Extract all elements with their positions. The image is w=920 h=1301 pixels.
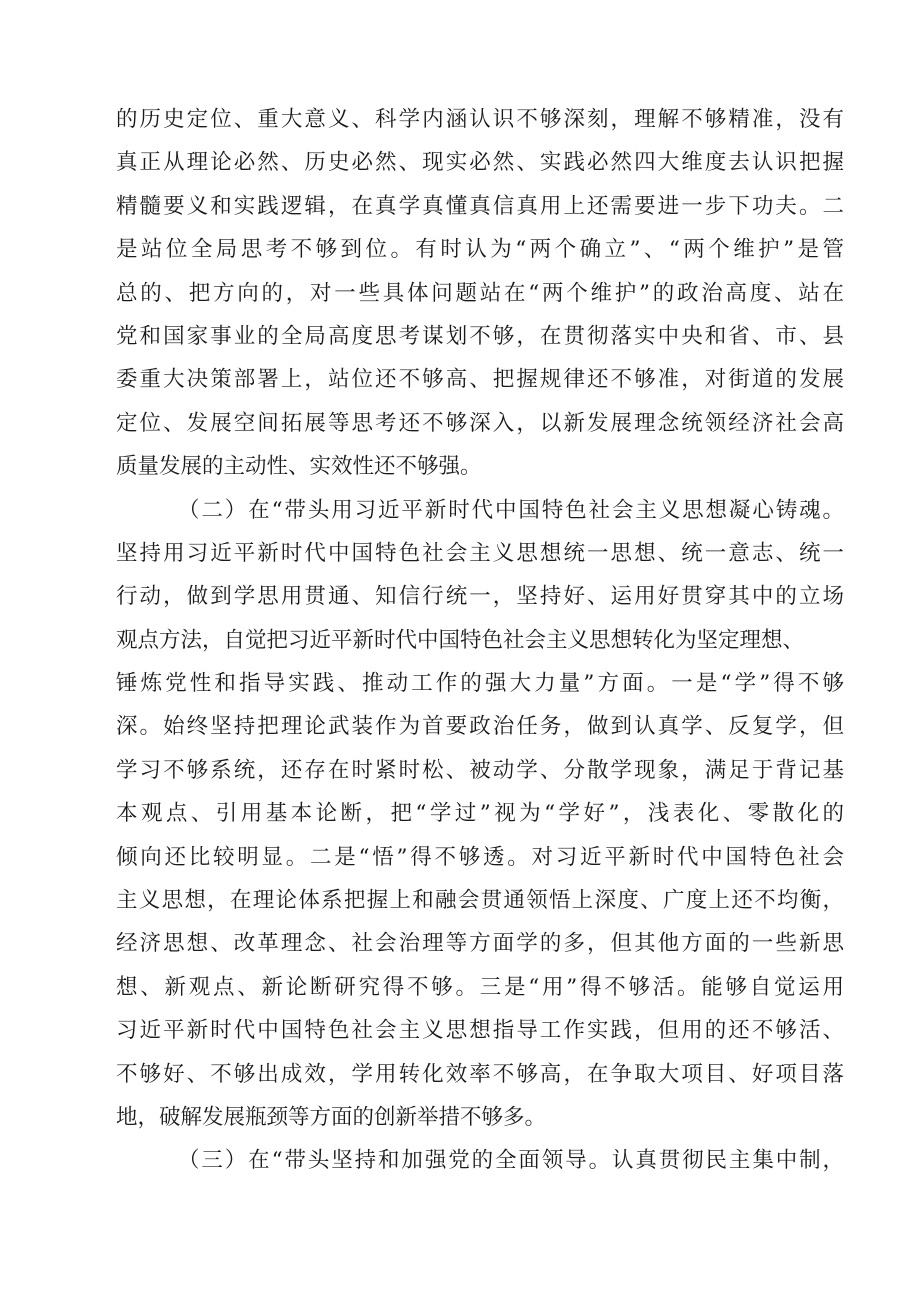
text-line: 倾向还比较明显。二是“悟”得不够透。对习近平新时代中国特色社会 — [116, 844, 844, 870]
text-line: 学习不够系统，还存在时紧时松、被动学、分散学现象，满足于背记基 — [116, 757, 844, 783]
text-line: 定位、发展空间拓展等思考还不够深入，以新发展理念统领经济社会高 — [116, 410, 844, 436]
text-line: 主义思想，在理论体系把握上和融会贯通领悟上深度、广度上还不均衡， — [116, 888, 844, 914]
text-line: 的历史定位、重大意义、科学内涵认识不够深刻，理解不够精准，没有 — [116, 107, 844, 132]
document-body — [116, 98, 844, 1183]
text-line: 是站位全局思考不够到位。有时认为“两个确立”、“两个维护”是管 — [116, 237, 844, 263]
section-heading-line: （二）在“带头用习近平新时代中国特色社会主义思想凝心铸魂。 — [178, 497, 844, 523]
text-line: 经济思想、改革理念、社会治理等方面学的多，但其他方面的一些新思 — [116, 931, 844, 957]
text-line: 观点方法，自觉把习近平新时代中国特色社会主义思想转化为坚定理想、 — [116, 627, 805, 653]
text-line: 党和国家事业的全局高度思考谋划不够，在贯彻落实中央和省、市、县 — [116, 323, 844, 349]
text-line: 深。始终坚持把理论武装作为首要政治任务，做到认真学、反复学，但 — [116, 714, 844, 740]
text-line: 真正从理论必然、历史必然、现实必然、实践必然四大维度去认识把握 — [116, 150, 844, 176]
text-line: 锤炼党性和指导实践、推动工作的强大力量”方面。一是“学”得不够 — [116, 671, 844, 697]
text-line: 总的、把方向的，对一些具体问题站在“两个维护”的政治高度、站在 — [116, 280, 844, 306]
section-heading-line: （三）在“带头坚持和加强党的全面领导。认真贯彻民主集中制， — [178, 1148, 844, 1174]
text-line: 不够好、不够出成效，学用转化效率不够高，在争取大项目、好项目落 — [116, 1061, 844, 1087]
text-line: 行动，做到学思用贯通、知信行统一，坚持好、运用好贯穿其中的立场 — [116, 584, 844, 610]
text-line: 习近平新时代中国特色社会主义思想指导工作实践，但用的还不够活、 — [116, 1018, 844, 1044]
text-line: 坚持用习近平新时代中国特色社会主义思想统一思想、统一意志、统一 — [116, 540, 844, 566]
text-line: 地，破解发展瓶颈等方面的创新举措不够多。 — [116, 1104, 547, 1130]
text-line: 质量发展的主动性、实效性还不够强。 — [116, 454, 482, 480]
text-line: 精髓要义和实践逻辑，在真学真懂真信真用上还需要进一步下功夫。二 — [116, 193, 844, 219]
text-line: 想、新观点、新论断研究得不够。三是“用”得不够活。能够自觉运用 — [116, 974, 844, 1000]
text-line: 本观点、引用基本论断，把“学过”视为“学好”，浅表化、零散化的 — [116, 801, 844, 827]
text-line: 委重大决策部署上，站位还不够高、把握规律还不够准，对街道的发展 — [116, 367, 844, 393]
